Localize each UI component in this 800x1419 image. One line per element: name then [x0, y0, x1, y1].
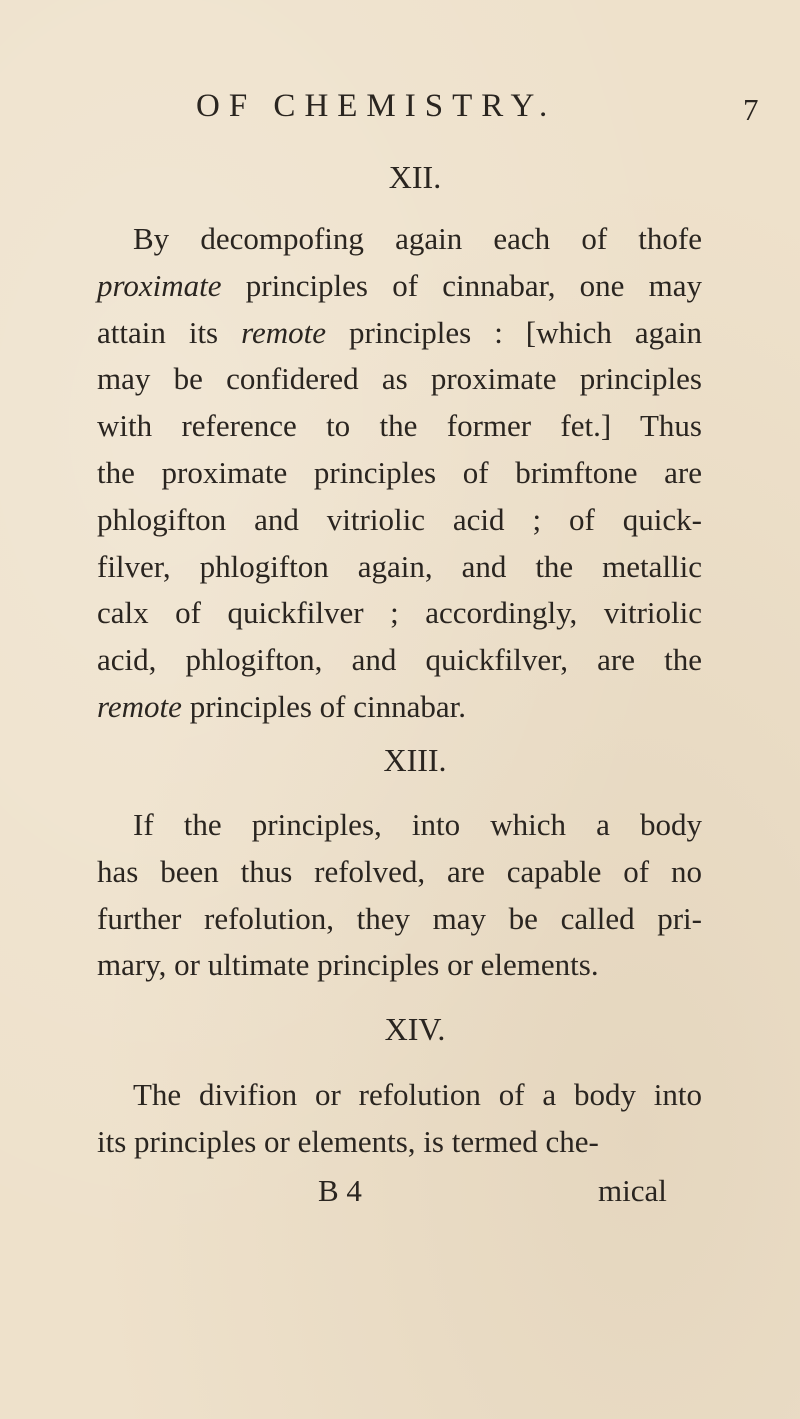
text-run: acid, phlogifton, and quickfilver, are the [97, 642, 702, 678]
text-run: principles : [which again [326, 314, 702, 350]
text-run: the proximate principles of brimftone are [97, 454, 702, 490]
text-line [97, 942, 702, 989]
text-line [97, 684, 702, 731]
italic-term: remote [241, 314, 327, 350]
text-line [97, 216, 702, 263]
section-number-xiii: XIII. [383, 742, 447, 778]
text-line [97, 637, 702, 684]
section-number-xii: XII. [388, 159, 442, 195]
paragraph-xiv [97, 1072, 702, 1166]
running-head-title: OF CHEMISTRY. [196, 88, 557, 124]
text-run: mary, or ultimate principles or elements. [97, 947, 599, 983]
text-run: principles of cinnabar. [181, 688, 467, 724]
text-run: further refolution, they may be called pri- [97, 900, 702, 936]
text-run: By decompofing again each of thofe [133, 221, 702, 256]
text-line [97, 802, 702, 849]
text-run: filver, phlogifton again, and the metallic [97, 548, 702, 584]
catchword: mical [598, 1173, 667, 1208]
text-line [97, 896, 702, 943]
text-line [97, 849, 702, 896]
text-run: has been thus refolved, are capable of no [97, 853, 702, 889]
text-run: principles of cinnabar, one may [221, 267, 702, 303]
text-run: phlogifton and vitriolic acid ; of quick- [97, 501, 702, 537]
page-number: 7 [743, 92, 759, 127]
text-line [97, 450, 702, 497]
section-number-xiv: XIV. [384, 1011, 446, 1047]
text-line [97, 310, 702, 357]
text-run: may be confidered as proximate principles [97, 361, 702, 397]
text-line [97, 544, 702, 591]
text-run: If the principles, into which a body [133, 807, 702, 842]
text-run: attain its [97, 314, 242, 350]
text-run: calx of quickfilver ; accordingly, vitriolic [97, 595, 702, 631]
paragraph-xii [97, 216, 702, 731]
text-line [97, 590, 702, 637]
text-line [97, 263, 702, 310]
paragraph-xiii [97, 802, 702, 989]
italic-term: proximate [97, 267, 222, 303]
text-line [97, 1072, 702, 1119]
text-line [97, 403, 702, 450]
text-run: with reference to the former fet.] Thus [97, 408, 702, 444]
signature-mark: B 4 [318, 1173, 362, 1208]
text-line [97, 1119, 702, 1166]
italic-term: remote [97, 688, 182, 724]
text-run: its principles or elements, is termed che- [97, 1123, 599, 1159]
text-line [97, 356, 702, 403]
text-run: The divifion or refolution of a body into [133, 1077, 702, 1112]
text-line [97, 497, 702, 544]
